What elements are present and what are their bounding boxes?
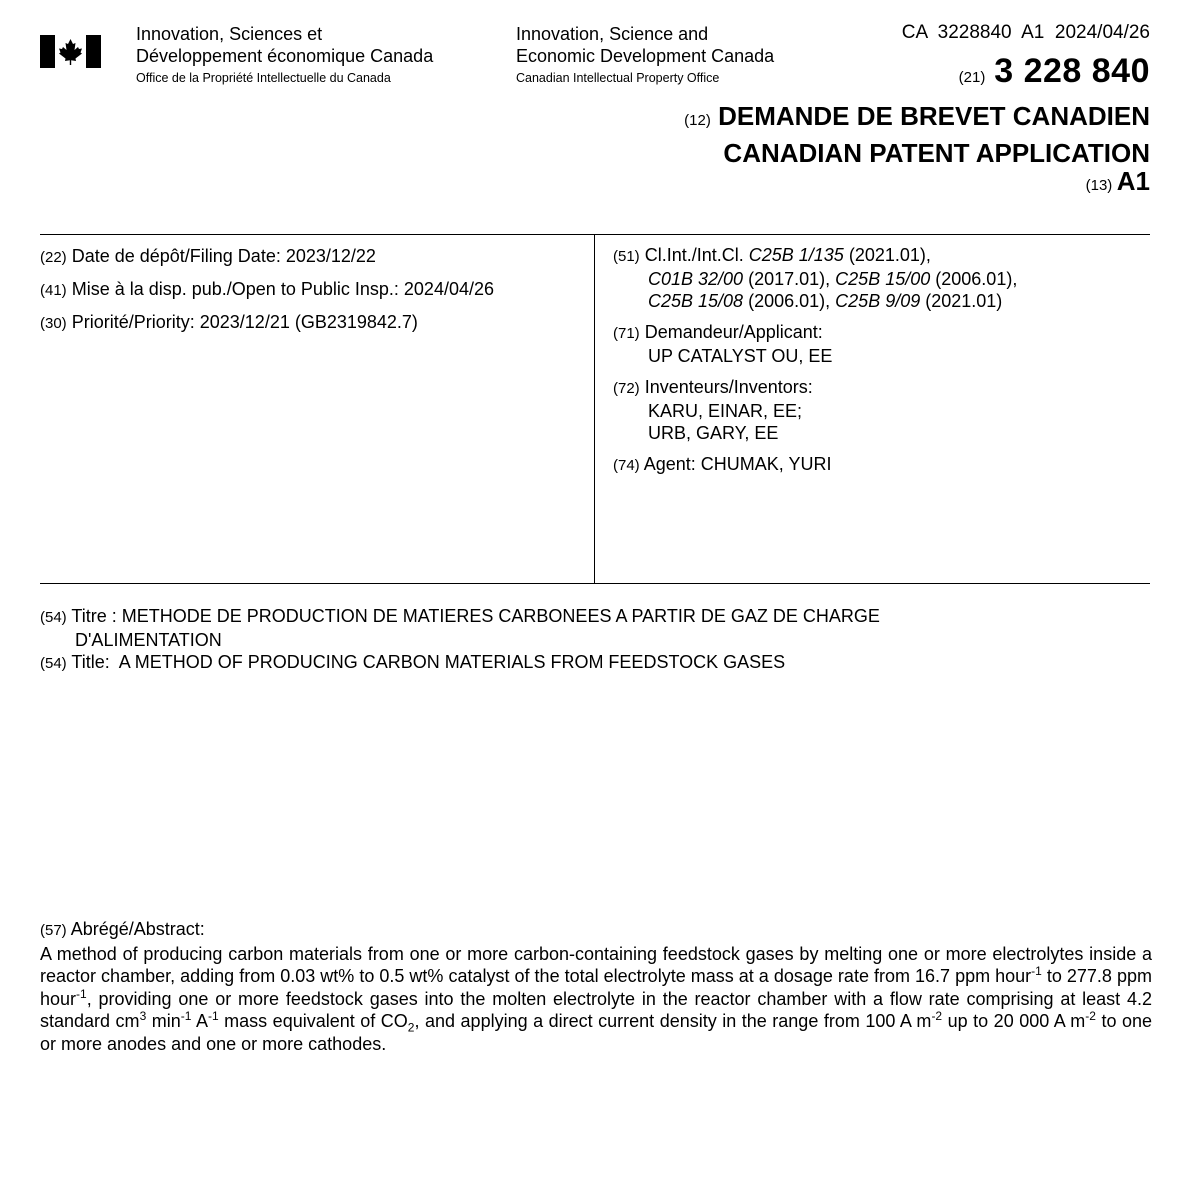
french-org-line1: Innovation, Sciences et bbox=[136, 24, 323, 44]
superscript: -2 bbox=[1085, 1009, 1096, 1023]
ipc-date: (2006.01), bbox=[935, 269, 1018, 289]
field-label: Cl.Int./Int.Cl. bbox=[644, 245, 744, 265]
kind-row bbox=[1086, 166, 1150, 197]
titles-block bbox=[40, 605, 1150, 675]
abstract-block bbox=[40, 918, 1152, 1055]
superscript: -1 bbox=[1031, 964, 1042, 978]
superscript: -1 bbox=[207, 1009, 219, 1023]
doctype-code: (12) bbox=[684, 112, 711, 129]
top-divider bbox=[40, 234, 1150, 235]
abstract-label: Abrégé/Abstract: bbox=[70, 919, 205, 939]
ipc-class: C25B 15/08 bbox=[648, 291, 744, 311]
french-org-line2: Développement économique Canada bbox=[136, 46, 434, 66]
english-org-line2: Economic Development Canada bbox=[516, 46, 775, 66]
superscript: 3 bbox=[139, 1009, 147, 1023]
ipc-date: (2021.01), bbox=[848, 245, 931, 265]
ipc-class: C01B 32/00 bbox=[648, 269, 744, 289]
open-inspection-field bbox=[40, 278, 585, 302]
inventors-field bbox=[613, 376, 1153, 444]
title-fr-line2: D'ALIMENTATION bbox=[75, 630, 222, 650]
english-org-line1: Innovation, Science and bbox=[516, 24, 709, 44]
right-fields bbox=[613, 244, 1153, 477]
field-label: Inventeurs/Inventors: bbox=[644, 377, 813, 397]
field-value: 2023/12/21 (GB2319842.7) bbox=[199, 312, 418, 332]
french-office: Office de la Propriété Intellectuelle du Canada bbox=[136, 71, 391, 85]
abstract-segment: , and applying a direct current density in the range from 100 A m bbox=[414, 1011, 932, 1031]
field-code: (51) bbox=[613, 248, 640, 265]
title-fr-label: Titre : bbox=[71, 606, 117, 626]
field-label: Date de dépôt/Filing Date: bbox=[71, 246, 281, 266]
field-label: Demandeur/Applicant: bbox=[644, 322, 823, 342]
field-code: (30) bbox=[40, 315, 67, 332]
field-label: Agent: bbox=[643, 454, 696, 474]
kind-code: (13) bbox=[1085, 177, 1113, 194]
subscript: 2 bbox=[407, 1020, 415, 1035]
agent-name: CHUMAK, YURI bbox=[700, 454, 832, 474]
field-label: Mise à la disp. pub./Open to Public Insp.: bbox=[71, 279, 399, 299]
doctype-fr: DEMANDE DE BREVET CANADIEN bbox=[718, 101, 1150, 131]
agent-field bbox=[613, 453, 1153, 477]
french-org-block bbox=[136, 23, 433, 86]
field-code: (71) bbox=[613, 325, 640, 342]
ipc-date: (2006.01), bbox=[748, 291, 831, 311]
abstract-segment: to 277.8 ppm hour bbox=[40, 966, 1152, 1009]
abstract-segment: to one or more anodes and one or more cathodes. bbox=[40, 1011, 1153, 1054]
abstract-segment: A method of producing carbon materials from one or more carbon-containing feedstock gases by melting one or more electrolytes inside a reactor chamber, adding from 0.03 wt% to 0.5 wt% catalyst of the total electrolyte mass at a dosage rate from 16.7 ppm hour bbox=[40, 943, 1152, 986]
ipc-date: (2021.01) bbox=[925, 291, 1003, 311]
abstract-segment: , providing one or more feedstock gases into the molten electrolyte in the reactor chamber with a flow rate comprising at least 4.2 standard cm bbox=[40, 988, 1152, 1031]
applicant-name: UP CATALYST OU, EE bbox=[648, 346, 833, 366]
document-type bbox=[684, 100, 1150, 169]
field-value: 2023/12/22 bbox=[285, 246, 376, 266]
app-number-code: (21) bbox=[958, 69, 986, 86]
english-office: Canadian Intellectual Property Office bbox=[516, 71, 720, 85]
title-en-code: (54) bbox=[40, 655, 67, 672]
filing-date-field bbox=[40, 245, 585, 269]
field-value: 2024/04/26 bbox=[403, 279, 494, 299]
inventor-name: URB, GARY, EE bbox=[648, 423, 779, 443]
title-en-label: Title: bbox=[71, 652, 110, 672]
classification-field bbox=[613, 244, 1153, 312]
field-code: (41) bbox=[40, 282, 67, 299]
english-org-block bbox=[516, 23, 774, 86]
title-fr-code: (54) bbox=[40, 609, 67, 626]
application-number-row bbox=[959, 52, 1150, 91]
doctype-en: CANADIAN PATENT APPLICATION bbox=[723, 138, 1150, 168]
abstract-code: (57) bbox=[40, 922, 67, 939]
field-code: (72) bbox=[613, 380, 640, 397]
abstract-segment: up to 20 000 A m bbox=[942, 1011, 1086, 1031]
field-code: (22) bbox=[40, 249, 67, 266]
field-label: Priorité/Priority: bbox=[71, 312, 195, 332]
superscript: -1 bbox=[180, 1009, 192, 1023]
column-divider bbox=[594, 234, 595, 583]
application-number: 3 228 840 bbox=[994, 52, 1150, 90]
kind-code-value: A1 bbox=[1116, 166, 1150, 196]
abstract-segment: min bbox=[146, 1011, 181, 1031]
title-en-value: A METHOD OF PRODUCING CARBON MATERIALS FROM FEEDSTOCK GASES bbox=[118, 652, 786, 672]
abstract-text bbox=[40, 943, 1152, 1056]
field-code: (74) bbox=[613, 457, 640, 474]
abstract-segment: A bbox=[191, 1011, 208, 1031]
ipc-class: C25B 1/135 bbox=[748, 245, 844, 265]
title-fr-line1: METHODE DE PRODUCTION DE MATIERES CARBONEES A PARTIR DE GAZ DE CHARGE bbox=[121, 606, 880, 626]
abstract-segment: mass equivalent of CO bbox=[218, 1011, 408, 1031]
publication-reference: CA 3228840 A1 2024/04/26 bbox=[901, 22, 1150, 43]
ipc-class: C25B 9/09 bbox=[835, 291, 921, 311]
ipc-class: C25B 15/00 bbox=[835, 269, 931, 289]
canada-flag-logo bbox=[40, 35, 101, 68]
bottom-divider bbox=[40, 583, 1150, 584]
priority-field bbox=[40, 311, 585, 335]
left-fields bbox=[40, 245, 585, 335]
superscript: -1 bbox=[76, 986, 87, 1001]
ipc-date: (2017.01), bbox=[748, 269, 831, 289]
inventor-name: KARU, EINAR, EE; bbox=[648, 401, 803, 421]
superscript: -2 bbox=[931, 1009, 943, 1023]
applicant-field bbox=[613, 321, 1153, 367]
